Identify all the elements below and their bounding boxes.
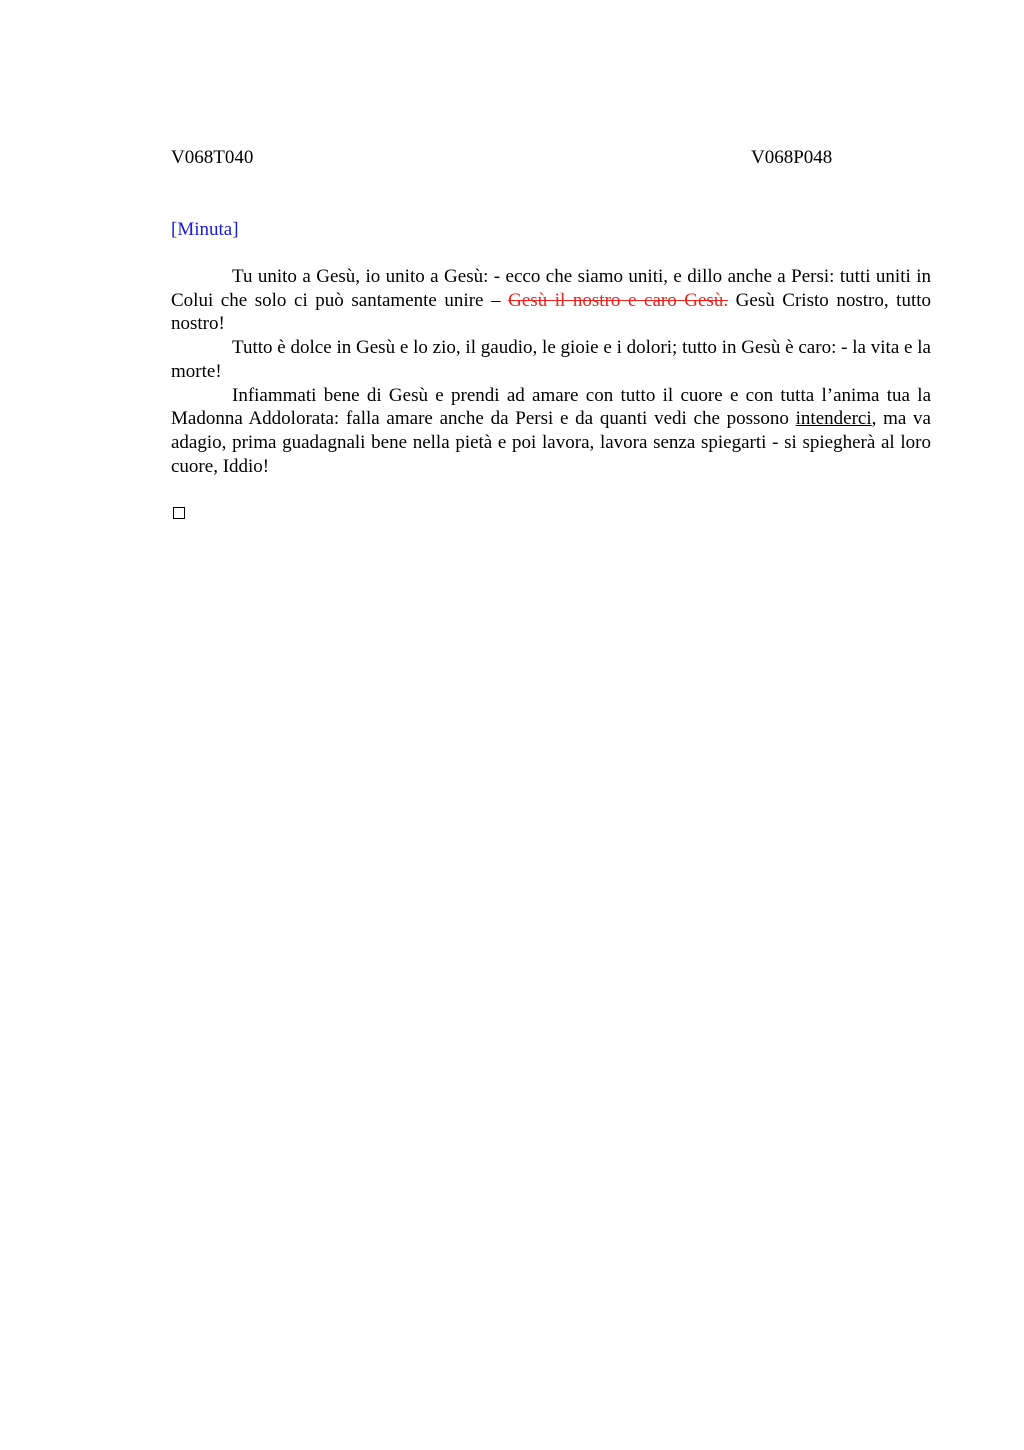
paragraph-2: Tutto è dolce in Gesù e lo zio, il gaudio, le gioie e i dolori; tutto in Gesù è caro: - la vita e la morte!	[171, 337, 931, 382]
paragraph-1-text-start: Tu unito a Gesù, io unito a Gesù: - ecco che siamo uniti, e dillo anche a Persi: tutti uniti in Colui che solo ci può santamente unire –	[171, 266, 931, 311]
underlined-word: intenderci	[795, 408, 872, 430]
deleted-text: Gesù il nostro e caro Gesù.	[508, 289, 729, 311]
paragraph-3-text-start: Infiammati bene di Gesù e prendi ad amare con tutto il cuore e con tutta l’anima tua la Madonna Addolorata: falla amare anche da Persi e da quanti vedi che possono	[171, 384, 931, 430]
empty-square-icon	[173, 507, 185, 519]
paragraph-3-text-end: , ma va adagio, prima guadagnali bene nella pietà e poi lavora, lavora senza spiegarti - si spiegherà al loro cuore, Iddio!	[171, 408, 931, 477]
paragraph-1-text-end: Gesù Cristo nostro, tutto nostro!	[171, 289, 932, 335]
letter-body	[171, 265, 931, 478]
draft-label: [Minuta]	[171, 219, 239, 240]
document-code-right: V068P048	[751, 147, 833, 168]
document-code-left: V068T040	[171, 147, 254, 168]
paragraph-3	[171, 384, 931, 479]
paragraph-1	[171, 265, 931, 336]
